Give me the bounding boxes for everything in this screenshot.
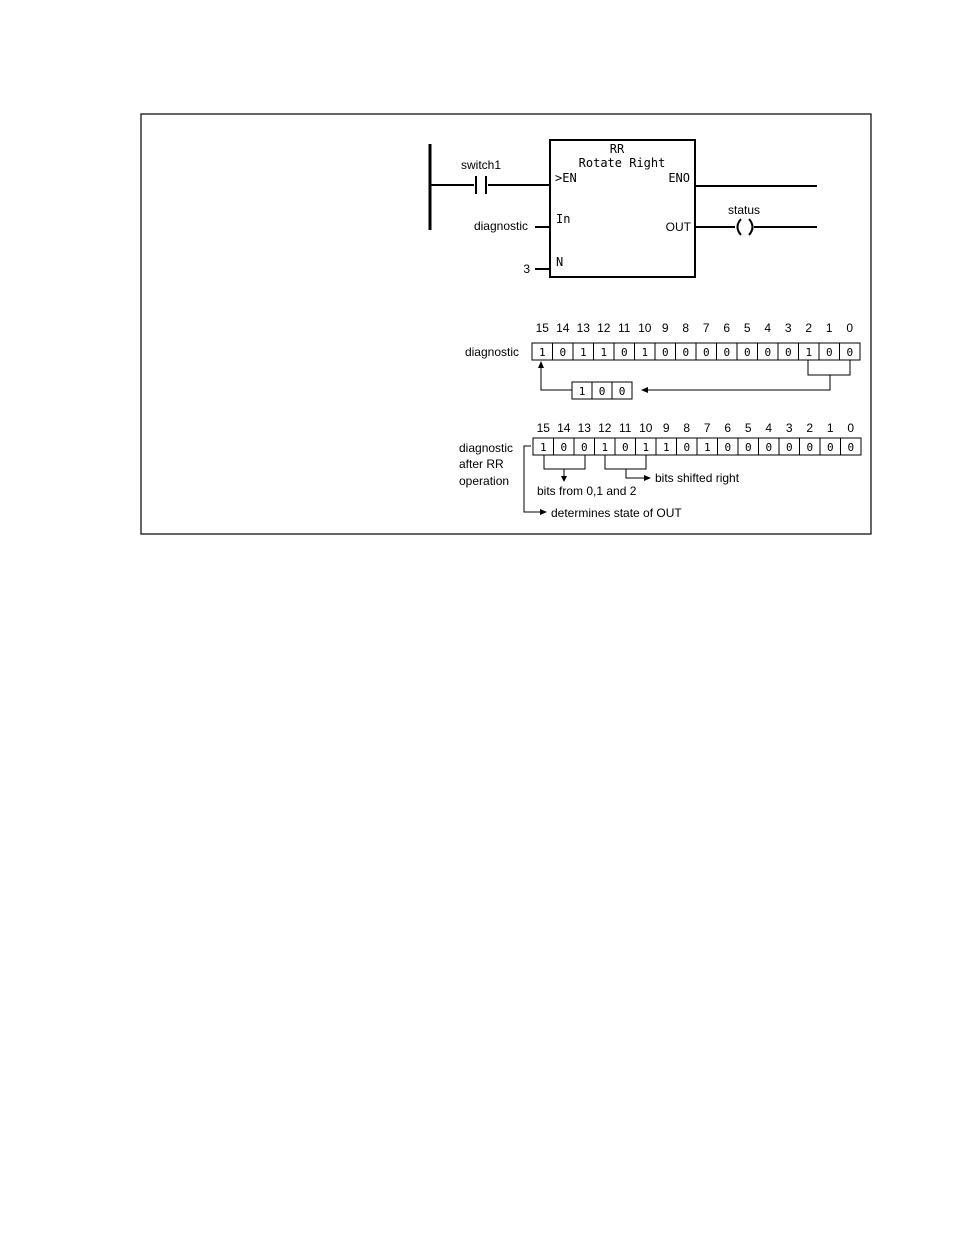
pin-out-label: OUT: [665, 220, 691, 234]
arrow-shifted-bits: [644, 475, 651, 481]
bit-index-label: 6: [723, 321, 731, 335]
arrow-out-state: [540, 509, 547, 515]
bit-index-label: 1: [826, 421, 834, 435]
bit-index-label: 8: [682, 321, 690, 335]
bit-value: 1: [538, 346, 546, 359]
bit-index-label: 15: [535, 321, 549, 335]
bit-value: 0: [825, 346, 833, 359]
bit-value: 0: [661, 346, 669, 359]
bit-index-label: 14: [556, 321, 570, 335]
bit-after-value: 0: [765, 441, 773, 454]
bit-index-label: 12: [598, 421, 612, 435]
block-name: RR: [609, 142, 625, 156]
bit-value: 1: [805, 346, 813, 359]
bit-after-value: 0: [724, 441, 732, 454]
bit-index-label: 9: [661, 321, 669, 335]
bit-value: 0: [702, 346, 710, 359]
in-operand-label: diagnostic: [473, 219, 528, 233]
bit-after-value: 0: [744, 441, 752, 454]
bit-index-label: 9: [662, 421, 670, 435]
bit-value: 0: [764, 346, 772, 359]
arrow-to-temp-register: [641, 387, 648, 393]
bit-index-label: 4: [764, 321, 772, 335]
bit-index-label: 11: [619, 421, 632, 435]
bit-after-value: 0: [826, 441, 834, 454]
bit-index-label: 12: [597, 321, 611, 335]
bit-value: 0: [682, 346, 690, 359]
rotated-bit-value: 0: [598, 385, 606, 398]
bit-index-label: 2: [806, 421, 814, 435]
bit-after-value: 1: [601, 441, 609, 454]
bit-value: 1: [579, 346, 587, 359]
note-out-state: determines state of OUT: [551, 506, 682, 520]
bit-after-value: 0: [621, 441, 629, 454]
bit-after-value: 0: [560, 441, 568, 454]
bit-index-label: 5: [744, 421, 752, 435]
bit-value: 0: [784, 346, 792, 359]
figure-frame: [141, 114, 871, 534]
register-after: [533, 438, 861, 455]
bit-after-value: 1: [642, 441, 650, 454]
n-operand-label: 3: [523, 262, 530, 276]
bit-index-label: 6: [724, 421, 732, 435]
bit-index-label: 5: [743, 321, 751, 335]
bit-value: 0: [723, 346, 731, 359]
rotation-arrows: [541, 360, 850, 390]
bit-value: 0: [559, 346, 567, 359]
bit-index-label: 0: [846, 321, 854, 335]
register-before: [532, 343, 860, 360]
annotation-lines: [524, 446, 646, 512]
bit-index-label: 13: [576, 321, 590, 335]
before-register-label: diagnostic: [464, 345, 519, 359]
bit-after-value: 0: [847, 441, 855, 454]
bit-index-label: 7: [703, 421, 711, 435]
bit-index-label: 7: [702, 321, 710, 335]
pin-n-label: N: [556, 255, 564, 269]
bit-index-label: 3: [784, 321, 792, 335]
bit-index-label: 2: [805, 321, 813, 335]
bit-index-label: 1: [825, 321, 833, 335]
bit-index-label: 11: [618, 321, 631, 335]
bit-index-label: 10: [639, 421, 653, 435]
bit-value: 1: [600, 346, 608, 359]
bit-index-label: 14: [557, 421, 571, 435]
bit-index-label: 10: [638, 321, 652, 335]
after-label-line-2: after RR: [459, 457, 504, 471]
bit-after-value: 1: [703, 441, 711, 454]
bit-value: 0: [620, 346, 628, 359]
contact-label: switch1: [460, 158, 502, 172]
bit-index-row-before: [536, 321, 854, 335]
coil-label: status: [727, 203, 761, 217]
arrow-to-bit15: [538, 361, 544, 368]
bit-index-label: 13: [577, 421, 591, 435]
after-label-line-3: operation: [459, 474, 510, 488]
arrow-rotated-bits: [561, 476, 567, 482]
bit-index-row-after: [537, 421, 855, 435]
bit-value: 0: [846, 346, 854, 359]
bit-after-value: 0: [806, 441, 814, 454]
bit-value: 1: [641, 346, 649, 359]
rotated-bit-value: 0: [618, 385, 626, 398]
bit-after-value: 0: [683, 441, 691, 454]
note-shifted-bits: bits shifted right: [655, 471, 740, 485]
bit-index-label: 4: [765, 421, 773, 435]
pin-en-label: >EN: [555, 171, 577, 185]
bit-index-label: 8: [683, 421, 691, 435]
bit-index-label: 15: [536, 421, 550, 435]
after-label-line-1: diagnostic: [459, 441, 514, 455]
coil-right-arc: [749, 219, 753, 235]
bit-after-value: 0: [785, 441, 793, 454]
rotated-bit-value: 1: [578, 385, 586, 398]
bit-index-label: 3: [785, 421, 793, 435]
note-rotated-bits: bits from 0,1 and 2: [537, 484, 637, 498]
block-description: Rotate Right: [578, 156, 666, 170]
bit-after-value: 0: [580, 441, 588, 454]
pin-eno-label: ENO: [668, 171, 690, 185]
bit-index-label: 0: [847, 421, 855, 435]
rotated-bits-register: [572, 382, 632, 399]
bit-after-value: 1: [539, 441, 547, 454]
bit-after-value: 1: [662, 441, 670, 454]
coil-left-arc: [738, 219, 742, 235]
bit-value: 0: [743, 346, 751, 359]
pin-in-label: In: [556, 212, 571, 226]
